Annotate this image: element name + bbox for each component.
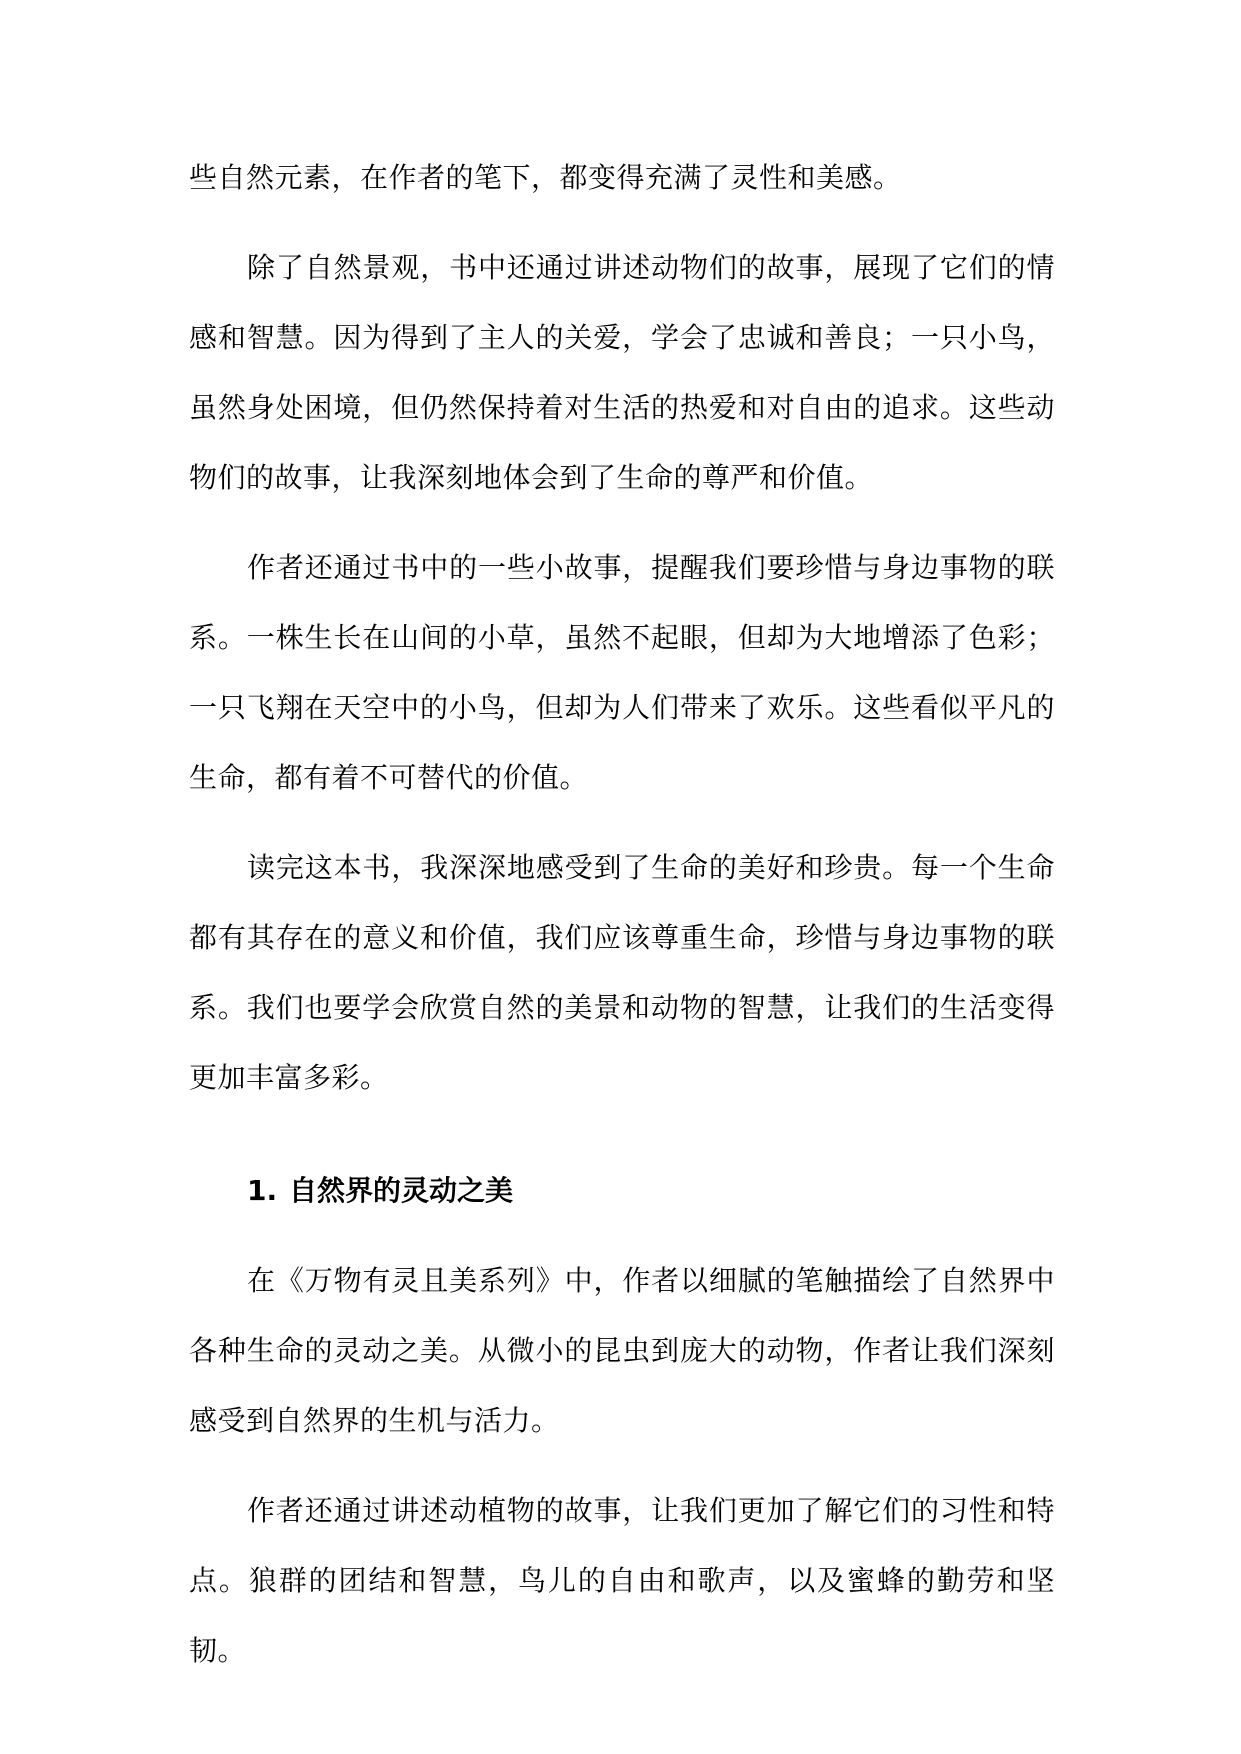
paragraph-reflection: 读完这本书，我深深地感受到了生命的美好和珍贵。每一个生命都有其存在的意义和价值，我们应该尊重生命，珍惜与身边事物的联系。我们也要学会欣赏自然的美景和动物的智慧，让我们的生活变得更加丰富多彩。: [189, 851, 1055, 1094]
section-heading: [189, 1156, 1055, 1226]
section-number: 1.: [247, 1174, 278, 1207]
section-title: 自然界的灵动之美: [289, 1174, 514, 1207]
document-body: [189, 143, 1055, 1686]
paragraph-continuation: 些自然元素，在作者的笔下，都变得充满了灵性和美感。: [189, 161, 902, 194]
paragraph-small-stories: 作者还通过书中的一些小故事，提醒我们要珍惜与身边事物的联系。一株生长在山间的小草，虽然不起眼，但却为大地增添了色彩；一只飞翔在天空中的小鸟，但却为人们带来了欢乐。这些看似平凡的生命，都有着不可替代的价值。: [189, 551, 1055, 794]
paragraph-animal-stories: 除了自然景观，书中还通过讲述动物们的故事，展现了它们的情感和智慧。因为得到了主人的关爱，学会了忠诚和善良；一只小鸟，虽然身处困境，但仍然保持着对生活的热爱和对自由的追求。这些动物们的故事，让我深刻地体会到了生命的尊严和价值。: [189, 251, 1055, 494]
paragraph-section-intro: 在《万物有灵且美系列》中，作者以细腻的笔触描绘了自然界中各种生命的灵动之美。从微小的昆虫到庞大的动物，作者让我们深刻感受到自然界的生机与活力。: [189, 1264, 1055, 1437]
paragraph-section-habits: 作者还通过讲述动植物的故事，让我们更加了解它们的习性和特点。狼群的团结和智慧，鸟儿的自由和歌声，以及蜜蜂的勤劳和坚韧。: [189, 1494, 1055, 1667]
